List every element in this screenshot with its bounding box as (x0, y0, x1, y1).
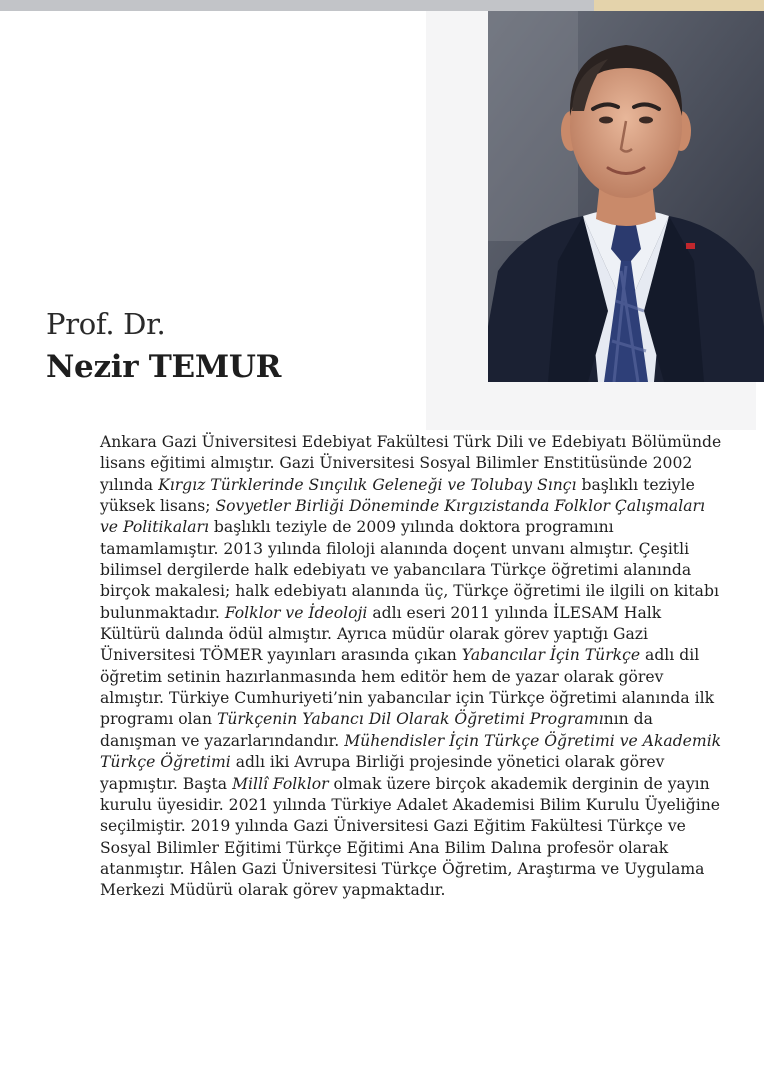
academic-title: Prof. Dr. (46, 307, 166, 341)
bio-text: başlıklı teziyle de 2009 yılında doktora programını tamamlamıştır. 2013 yılında filoloji alanında doçent unvanı almıştır. Çeşitli bilimsel dergilerde halk edebiyatı ve yabancılara Türkçe öğretimi alanında birçok makalesi; halk edebiyatı alanında üç, Türkçe öğretimi ile ilgili on kitabı bulunmaktadır. (100, 518, 719, 622)
bio-text: başlıklı teziyle yüksek lisans; (100, 475, 695, 516)
bio-text: adlı iki Avrupa Birliği projesinde yönetici olarak görev yapmıştır. Başta (100, 753, 665, 793)
portrait-photo (488, 11, 764, 382)
bio-italic-title: Folklor ve İdeoloji (224, 603, 368, 622)
bio-italic-title: Türkçenin Yabancı Dil Olarak Öğretimi Programı (216, 710, 604, 729)
top-accent-bar-gray (0, 0, 594, 11)
bio-italic-title: Sovyetler Birliği Döneminde Kırgızistanda Folklor Çalışmaları ve Politikaları (100, 497, 705, 537)
bio-text: adlı eseri 2011 yılında İLESAM Halk Kültürü dalında ödül almıştır. Ayrıca müdür olarak görev yaptığı Gazi Üniversitesi TÖMER yayınları arasında çıkan (100, 603, 662, 665)
bio-text: olmak üzere birçok akademik derginin de yayın kurulu üyesidir. 2021 yılında Türkiye Adalet Akademisi Bilim Kurulu Üyeliğine seçilmiştir. 2019 yılında Gazi Üniversitesi Gazi Eğitim Fakültesi Türkçe ve Sosyal Bilimler Eğitimi Türkçe Eğitimi Ana Bilim Dalına profesör olarak atanmıştır. Hâlen Gazi Üniversitesi Türkçe Öğretim, Araştırma ve Uygulama Merkezi Müdürü olarak görev yapmaktadır. (100, 774, 721, 900)
biography-paragraph (100, 432, 725, 902)
bio-italic-title: Mühendisler İçin Türkçe Öğretimi ve Akademik Türkçe Öğretimi (100, 731, 722, 772)
bio-italic-title: Millî Folklor (232, 774, 329, 793)
bio-text: adlı dil öğretim setinin hazırlanmasında hem editör hem de yazar olarak görev almıştır. Türkiye Cumhuriyeti’nin yabancılar için Türkçe öğretimi alanında ilk programı olan (100, 646, 715, 729)
bio-text: nın da danışman ve yazarlarındandır. (100, 710, 653, 750)
bio-italic-title: Kırgız Türklerinde Sınçılık Geleneği ve Tolubay Sınçı (158, 475, 577, 494)
person-name: Nezir TEMUR (46, 349, 282, 385)
top-accent-bar-gold (594, 0, 764, 11)
bio-italic-title: Yabancılar İçin Türkçe (461, 646, 641, 665)
bio-text: Ankara Gazi Üniversitesi Edebiyat Fakültesi Türk Dili ve Edebiyatı Bölümünde lisans eğitimi almıştır. Gazi Üniversitesi Sosyal Bilimler Enstitüsünde 2002 yılında (100, 433, 722, 494)
